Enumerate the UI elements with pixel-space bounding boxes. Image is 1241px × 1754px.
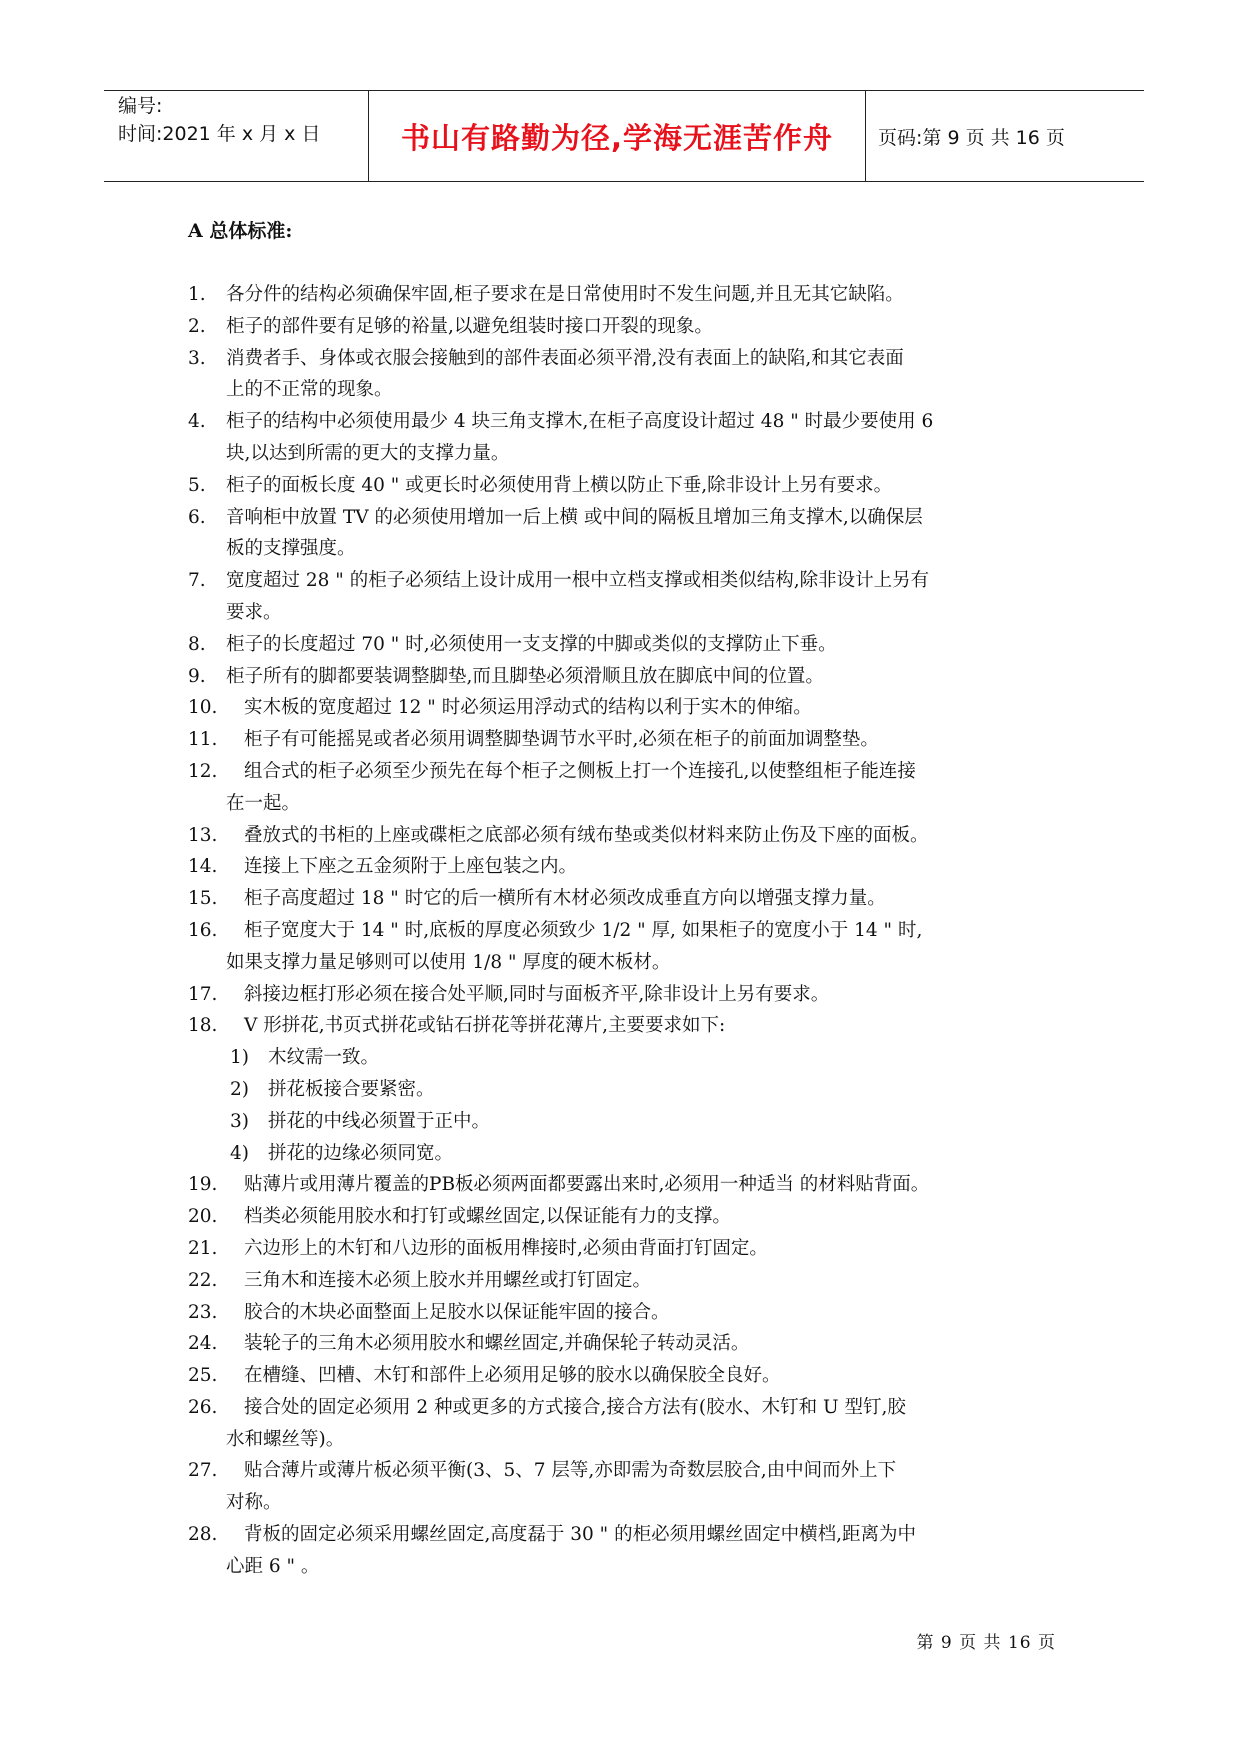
list-item xyxy=(188,1519,1068,1583)
list-item-text: 音响柜中放置 TV 的必须使用增加一后上横 或中间的隔板且增加三角支撑木,以确保层 xyxy=(226,506,923,528)
list-item-text: 连接上下座之五金须附于上座包装之内。 xyxy=(244,856,578,878)
sub-list-item xyxy=(188,1106,1068,1138)
list-item-number: 24. xyxy=(188,1333,218,1355)
list-item-number: 9. xyxy=(188,665,206,687)
list-item xyxy=(188,915,1068,979)
list-item xyxy=(188,565,1068,629)
header-meta-cell xyxy=(104,91,369,181)
sub-list-item-text: 拼花的边缘必须同宽。 xyxy=(268,1142,454,1164)
header-page-number: 页码:第 9 页 共 16 页 xyxy=(878,126,1065,149)
list-item xyxy=(188,1360,1068,1392)
list-item-number: 13. xyxy=(188,824,218,846)
list-item-number: 16. xyxy=(188,919,218,941)
list-item-continuation: 水和螺丝等)。 xyxy=(226,1428,345,1450)
list-item xyxy=(188,1201,1068,1233)
header-slogan-cell xyxy=(369,91,866,181)
document-number-label: 编号: xyxy=(118,95,163,117)
list-item-number: 14. xyxy=(188,856,218,878)
list-item-number: 25. xyxy=(188,1365,218,1387)
sub-list-item-number: 4) xyxy=(230,1142,249,1164)
list-item-number: 27. xyxy=(188,1460,218,1482)
list-item-text: 三角木和连接木必须上胶水并用螺丝或打钉固定。 xyxy=(244,1269,652,1291)
list-item-text: 柜子宽度大于 14 " 时,底板的厚度必须致少 1/2 " 厚, 如果柜子的宽度小于 14 " 时, xyxy=(244,919,923,941)
sub-list-item-text: 木纹需一致。 xyxy=(268,1047,380,1069)
page-header xyxy=(104,90,1144,182)
list-item xyxy=(188,820,1068,852)
list-item-text: 柜子的结构中必须使用最少 4 块三角支撑木,在柜子高度设计超过 48 " 时最少要使用 6 xyxy=(226,411,934,433)
sub-list-item-number: 3) xyxy=(230,1110,249,1132)
list-item-number: 12. xyxy=(188,760,218,782)
list-item-text: 六边形上的木钉和八边形的面板用榫接时,必须由背面打钉固定。 xyxy=(244,1237,768,1259)
list-item-number: 7. xyxy=(188,570,206,592)
sub-list-item xyxy=(188,1138,1068,1170)
section-title: A 总体标准: xyxy=(188,220,293,242)
list-item-text: 柜子所有的脚都要装调整脚垫,而且脚垫必须滑顺且放在脚底中间的位置。 xyxy=(226,665,824,687)
list-item xyxy=(188,724,1068,756)
list-item-text: 各分件的结构必须确保牢固,柜子要求在是日常使用时不发生问题,并且无其它缺陷。 xyxy=(226,284,904,305)
standards-list xyxy=(188,279,1068,1583)
list-item-text: 宽度超过 28 " 的柜子必须结上设计成用一根中立档支撑或相类似结构,除非设计上另有 xyxy=(226,570,930,592)
list-item-number: 6. xyxy=(188,506,206,528)
list-item xyxy=(188,756,1068,820)
list-item-continuation: 要求。 xyxy=(226,601,282,623)
sub-list-item-number: 2) xyxy=(230,1078,249,1100)
list-item-continuation: 上的不正常的现象。 xyxy=(226,379,393,401)
list-item-text: 接合处的固定必须用 2 种或更多的方式接合,接合方法有(胶水、木钉和 U 型钉,胶 xyxy=(244,1396,906,1418)
list-item xyxy=(188,1297,1068,1329)
list-item-number: 20. xyxy=(188,1206,218,1228)
list-item-number: 8. xyxy=(188,633,206,655)
list-item-text: V 形拼花,书页式拼花或钻石拼花等拼花薄片,主要要求如下: xyxy=(244,1015,726,1037)
list-item xyxy=(188,279,1068,311)
list-item-number: 10. xyxy=(188,697,218,719)
list-item-text: 实木板的宽度超过 12 " 时必须运用浮动式的结构以利于实木的伸缩。 xyxy=(244,697,812,719)
list-item-number: 18. xyxy=(188,1015,218,1037)
list-item-text: 柜子有可能摇晃或者必须用调整脚垫调节水平时,必须在柜子的前面加调整垫。 xyxy=(244,729,879,751)
list-item-number: 4. xyxy=(188,411,206,433)
header-page-cell xyxy=(866,91,1144,181)
sub-list-item-number: 1) xyxy=(230,1047,249,1069)
list-item-continuation: 如果支撑力量足够则可以使用 1/8 " 厚度的硬木板材。 xyxy=(226,951,671,973)
sub-list-item-text: 拼花的中线必须置于正中。 xyxy=(268,1110,491,1132)
list-item-text: 叠放式的书柜的上座或碟柜之底部必须有绒布垫或类似材料来防止伤及下座的面板。 xyxy=(244,824,929,846)
list-item-number: 17. xyxy=(188,983,218,1005)
list-item-text: 胶合的木块必面整面上足胶水以保证能牢固的接合。 xyxy=(244,1301,670,1323)
list-item-text: 斜接边框打形必须在接合处平顺,同时与面板齐平,除非设计上另有要求。 xyxy=(244,983,830,1005)
list-item xyxy=(188,1169,1068,1201)
sub-list-item xyxy=(188,1074,1068,1106)
list-item-text: 柜子的长度超过 70 " 时,必须使用一支支撑的中脚或类似的支撑防止下垂。 xyxy=(226,633,837,655)
list-item-continuation: 心距 6 " 。 xyxy=(226,1555,320,1577)
list-item-text: 贴合薄片或薄片板必须平衡(3、5、7 层等,亦即需为奇数层胶合,由中间而外上下 xyxy=(244,1460,897,1482)
list-item xyxy=(188,406,1068,470)
list-item-number: 15. xyxy=(188,888,218,910)
list-item-text: 在槽缝、凹槽、木钉和部件上必须用足够的胶水以确保胶全良好。 xyxy=(244,1365,781,1387)
list-item xyxy=(188,629,1068,661)
list-item xyxy=(188,470,1068,502)
list-item xyxy=(188,502,1068,566)
list-item xyxy=(188,661,1068,693)
list-item-text: 贴薄片或用薄片覆盖的PB板必须两面都要露出来时,必须用一种适当 的材料贴背面。 xyxy=(244,1174,930,1196)
list-item xyxy=(188,311,1068,343)
list-item-text: 装轮子的三角木必须用胶水和螺丝固定,并确保轮子转动灵活。 xyxy=(244,1333,750,1355)
list-item-number: 23. xyxy=(188,1301,218,1323)
list-item xyxy=(188,1392,1068,1456)
list-item xyxy=(188,1010,1068,1042)
list-item-number: 11. xyxy=(188,729,218,751)
list-item xyxy=(188,1265,1068,1297)
list-item xyxy=(188,1455,1068,1519)
header-slogan: 书山有路勤为径,学海无涯苦作舟 xyxy=(400,120,834,155)
list-item xyxy=(188,343,1068,407)
list-item xyxy=(188,1328,1068,1360)
list-item-text: 消费者手、身体或衣服会接触到的部件表面必须平滑,没有表面上的缺陷,和其它表面 xyxy=(226,347,904,369)
list-item xyxy=(188,1233,1068,1265)
list-item-continuation: 在一起。 xyxy=(226,792,301,814)
list-item xyxy=(188,979,1068,1011)
list-item-number: 19. xyxy=(188,1174,218,1196)
list-item-number: 2. xyxy=(188,315,206,337)
list-item-text: 档类必须能用胶水和打钉或螺丝固定,以保证能有力的支撑。 xyxy=(244,1206,731,1228)
list-item-continuation: 块,以达到所需的更大的支撑力量。 xyxy=(226,442,510,464)
list-item-number: 1. xyxy=(188,284,206,305)
list-item-text: 柜子高度超过 18 " 时它的后一横所有木材必须改成垂直方向以增强支撑力量。 xyxy=(244,888,886,910)
list-item-text: 背板的固定必须采用螺丝固定,高度磊于 30 " 的柜必须用螺丝固定中横档,距离为中 xyxy=(244,1524,916,1546)
list-item xyxy=(188,851,1068,883)
list-item-number: 5. xyxy=(188,474,206,496)
list-item-number: 22. xyxy=(188,1269,218,1291)
sub-list-item xyxy=(188,1042,1068,1074)
list-item xyxy=(188,883,1068,915)
list-item-continuation: 板的支撑强度。 xyxy=(226,538,356,560)
list-item-text: 组合式的柜子必须至少预先在每个柜子之侧板上打一个连接孔,以使整组柜子能连接 xyxy=(244,760,916,782)
document-time-label: 时间:2021 年 x 月 x 日 xyxy=(118,123,321,145)
page-footer: 第 9 页 共 16 页 xyxy=(916,1633,1056,1653)
list-item-number: 28. xyxy=(188,1524,218,1546)
list-item-continuation: 对称。 xyxy=(226,1492,282,1514)
list-item-number: 21. xyxy=(188,1237,218,1259)
list-item-number: 3. xyxy=(188,347,206,369)
list-item-number: 26. xyxy=(188,1396,218,1418)
list-item-text: 柜子的部件要有足够的裕量,以避免组装时接口开裂的现象。 xyxy=(226,315,713,337)
sub-list-item-text: 拼花板接合要紧密。 xyxy=(268,1078,435,1100)
list-item-text: 柜子的面板长度 40 " 或更长时必须使用背上横以防止下垂,除非设计上另有要求。 xyxy=(226,474,893,496)
list-item xyxy=(188,692,1068,724)
